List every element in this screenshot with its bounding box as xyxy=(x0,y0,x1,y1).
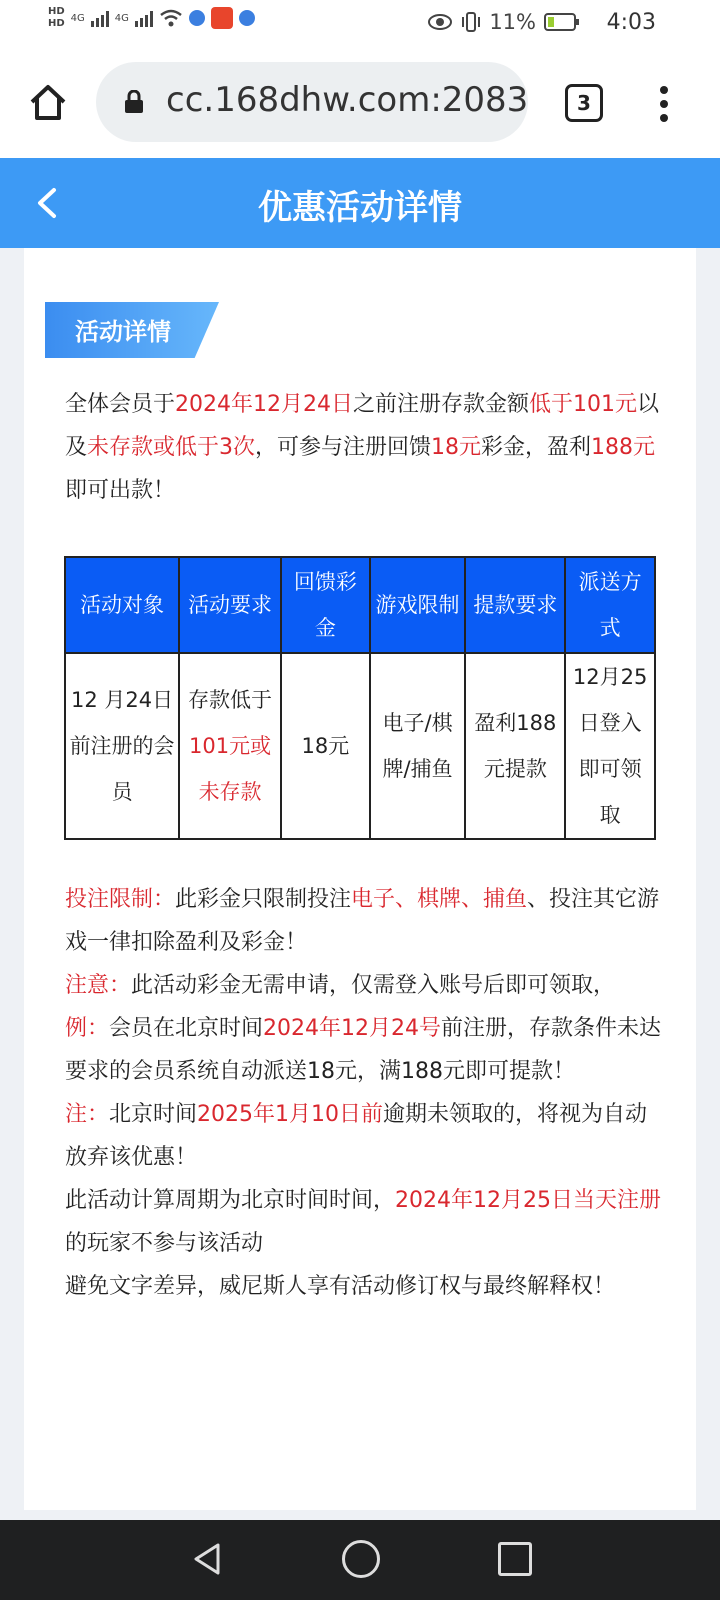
table-header-cell: 活动要求 xyxy=(179,557,281,653)
browser-toolbar xyxy=(0,50,720,158)
rule-label: 例： xyxy=(65,1016,110,1041)
intro-text: 全体会员于 xyxy=(65,392,176,417)
home-icon[interactable] xyxy=(28,82,68,122)
rule-text: 此活动彩金无需申请，仅需登入账号后即可领取， xyxy=(131,973,616,998)
battery-percent: 11% xyxy=(489,10,536,34)
intro-text: ，可参与注册回馈 xyxy=(255,435,432,460)
rule-text: 此活动计算周期为北京时间时间， xyxy=(65,1188,396,1213)
table-header-cell: 回馈彩金 xyxy=(281,557,370,653)
signal-icon-1 xyxy=(91,9,109,27)
more-options-icon[interactable] xyxy=(660,86,668,126)
rule-highlight: 2025年1月10日前 xyxy=(197,1102,384,1127)
rule-disclaimer: 避免文字差异，威尼斯人享有活动修订权与最终解释权！ xyxy=(65,1274,616,1299)
browser-app-icon xyxy=(189,10,205,26)
system-nav-bar xyxy=(0,1520,720,1600)
cell-target: 12 月24日前注册的会员 xyxy=(65,653,179,839)
rule-deadline xyxy=(65,1093,665,1179)
rule-betting-limit xyxy=(65,878,665,964)
hd-label-1: HD xyxy=(48,6,65,17)
intro-paragraph xyxy=(65,383,665,512)
eye-icon xyxy=(427,13,453,31)
lock-icon xyxy=(124,90,144,114)
promotion-table xyxy=(64,556,656,840)
table-header-cell: 活动对象 xyxy=(65,557,179,653)
nav-back-icon[interactable] xyxy=(192,1542,222,1576)
rule-text: 逾期未领取的，将视为自动放弃该优惠！ xyxy=(65,1102,648,1170)
rule-highlight: 2024年12月25日当天注册 xyxy=(395,1188,661,1213)
vibrate-icon xyxy=(461,11,481,33)
table-header-cell: 派送方式 xyxy=(565,557,655,653)
cell-requirement-text: 存款低于 xyxy=(188,688,273,712)
rule-text: 北京时间 xyxy=(109,1102,198,1127)
cell-bonus: 18元 xyxy=(281,653,370,839)
table-header-cell: 游戏限制 xyxy=(370,557,466,653)
table-row xyxy=(65,653,655,839)
browser-app-icon-2 xyxy=(239,10,255,26)
rule-highlight: 2024年12月24号 xyxy=(263,1016,442,1041)
cell-withdraw: 盈利188元提款 xyxy=(465,653,565,839)
table-header-cell: 提款要求 xyxy=(465,557,565,653)
intro-highlight: 2024年12月24日 xyxy=(175,392,353,417)
intro-text: 以及 xyxy=(65,392,660,460)
intro-highlight: 18元 xyxy=(431,435,482,460)
clock: 4:03 xyxy=(606,10,656,35)
intro-highlight: 未存款或低于3次 xyxy=(87,435,256,460)
status-right xyxy=(427,10,580,34)
status-bar xyxy=(0,0,720,50)
rules-section xyxy=(65,878,665,1308)
rule-text: 、投注其它游戏一律扣除盈利及彩金！ xyxy=(65,887,660,955)
rule-highlight: 电子、棋牌、捕鱼 xyxy=(351,887,528,912)
rule-label: 注意： xyxy=(65,973,132,998)
intro-highlight: 188元 xyxy=(591,435,656,460)
network-label-1: 4G xyxy=(70,12,85,24)
rule-text: 此彩金只限制投注 xyxy=(175,887,352,912)
hd-indicators xyxy=(48,6,65,30)
cell-delivery: 12月25日登入即可领取 xyxy=(565,653,655,839)
cell-games: 电子/棋牌/捕鱼 xyxy=(370,653,466,839)
address-bar[interactable] xyxy=(96,62,528,142)
network-label-2: 4G xyxy=(114,12,129,24)
rule-text: 的玩家不参与该活动 xyxy=(65,1231,264,1256)
game-app-icon xyxy=(211,7,233,29)
signal-icon-2 xyxy=(135,9,153,27)
rule-text: 会员在北京时间 xyxy=(109,1016,264,1041)
nav-home-icon[interactable] xyxy=(342,1540,380,1578)
intro-text: 即可出款！ xyxy=(65,478,176,503)
rule-period xyxy=(65,1179,665,1265)
hd-label-2: HD xyxy=(48,18,65,29)
cell-requirement xyxy=(179,653,281,839)
page-header xyxy=(0,158,720,248)
tab-switcher-button[interactable]: 3 xyxy=(565,84,603,122)
rule-text: 前注册，存款条件未达要求的会员系统自动派送18元，满188元即可提款！ xyxy=(65,1016,662,1084)
section-tag-label: 活动详情 xyxy=(75,318,171,346)
rule-notice xyxy=(65,964,665,1007)
intro-text: 之前注册存款金额 xyxy=(353,392,530,417)
section-tag xyxy=(45,302,219,358)
intro-highlight: 低于101元 xyxy=(529,392,638,417)
table-header-row xyxy=(65,557,655,653)
nav-recents-icon[interactable] xyxy=(498,1542,532,1576)
page-title: 优惠活动详情 xyxy=(258,188,462,228)
rule-label: 投注限制： xyxy=(65,887,176,912)
cell-requirement-highlight: 101元或未存款 xyxy=(189,734,272,804)
intro-text: 彩金，盈利 xyxy=(481,435,592,460)
battery-icon xyxy=(544,12,580,32)
wifi-icon xyxy=(159,9,183,27)
url-text[interactable]: cc.168dhw.com:2083 xyxy=(166,80,528,120)
rule-example xyxy=(65,1007,665,1093)
rule-label: 注： xyxy=(65,1102,110,1127)
status-left xyxy=(48,6,255,30)
